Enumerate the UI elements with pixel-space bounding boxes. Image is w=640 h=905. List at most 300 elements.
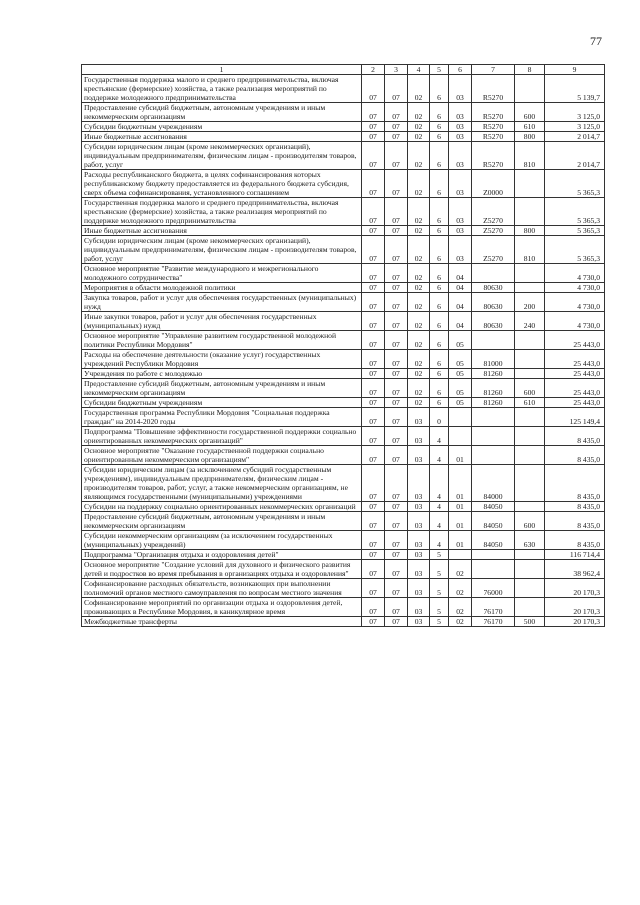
row-name: Мероприятия в области молодежной политики <box>82 283 362 293</box>
code-cell: Z0000 <box>472 170 515 198</box>
row-name: Субсидии юридическим лицам (кроме некоммерческих организаций), индивидуальным предпринимателям, физическим лицам - производителям товаров, работ, услуг <box>82 236 362 264</box>
code-cell: 200 <box>515 293 545 312</box>
code-cell: 6 <box>430 283 449 293</box>
code-cell: 07 <box>362 283 385 293</box>
amount-cell: 38 962,4 <box>545 560 605 579</box>
code-cell: Z5270 <box>472 226 515 236</box>
code-cell: 07 <box>385 198 408 226</box>
row-name: Субсидии юридическим лицам (за исключением субсидий государственным учреждениям), индивидуальным предпринимателям, физическим лицам - производителям товаров, работ, услуг, а также некоммерческим организациям, не являющимся государственными (муниципальными) учреждениями <box>82 465 362 502</box>
code-cell: 03 <box>408 465 430 502</box>
code-cell <box>515 560 545 579</box>
header-row <box>82 65 605 75</box>
column-header: 9 <box>545 65 605 75</box>
row-name: Иные бюджетные ассигнования <box>82 132 362 142</box>
amount-cell: 8 435,0 <box>545 531 605 550</box>
amount-cell: 4 730,0 <box>545 264 605 283</box>
row-name: Софинансирование расходных обязательств, возникающих при выполнении полномочий органов местного самоуправления по вопросам местного значения <box>82 579 362 598</box>
table-row <box>82 75 605 103</box>
code-cell: 03 <box>449 103 472 122</box>
code-cell: 03 <box>449 170 472 198</box>
table-row <box>82 312 605 331</box>
code-cell: 02 <box>408 236 430 264</box>
code-cell: 03 <box>408 598 430 617</box>
code-cell <box>515 350 545 369</box>
code-cell: 04 <box>449 293 472 312</box>
code-cell: 07 <box>385 350 408 369</box>
table-row <box>82 502 605 512</box>
row-name: Расходы на обеспечение деятельности (оказание услуг) государственных учреждений Республики Мордовия <box>82 350 362 369</box>
code-cell: 02 <box>408 132 430 142</box>
code-cell: 07 <box>362 264 385 283</box>
code-cell <box>515 369 545 379</box>
code-cell: 80630 <box>472 293 515 312</box>
code-cell: 6 <box>430 312 449 331</box>
code-cell: 07 <box>362 350 385 369</box>
code-cell: 6 <box>430 379 449 398</box>
code-cell: 81000 <box>472 350 515 369</box>
code-cell: 07 <box>362 236 385 264</box>
code-cell: 02 <box>408 350 430 369</box>
code-cell: 07 <box>385 293 408 312</box>
code-cell: 07 <box>362 170 385 198</box>
code-cell: 6 <box>430 103 449 122</box>
code-cell: 800 <box>515 132 545 142</box>
code-cell: 02 <box>408 103 430 122</box>
code-cell: 02 <box>408 264 430 283</box>
code-cell <box>472 331 515 350</box>
table-row <box>82 560 605 579</box>
amount-cell: 8 435,0 <box>545 446 605 465</box>
code-cell: 07 <box>385 408 408 427</box>
amount-cell: 125 149,4 <box>545 408 605 427</box>
table-row <box>82 226 605 236</box>
row-name: Государственная поддержка малого и среднего предпринимательства, включая крестьянские (фермерские) хозяйства, а также реализация мероприятий по поддержке молодежного предпринимательства <box>82 198 362 226</box>
table-row <box>82 103 605 122</box>
amount-cell: 20 170,3 <box>545 617 605 627</box>
code-cell: 02 <box>408 283 430 293</box>
row-name: Межбюджетные трансферты <box>82 617 362 627</box>
amount-cell: 5 365,3 <box>545 236 605 264</box>
code-cell: 07 <box>385 502 408 512</box>
column-header: 2 <box>362 65 385 75</box>
column-header: 3 <box>385 65 408 75</box>
row-name: Иные бюджетные ассигнования <box>82 226 362 236</box>
code-cell: 810 <box>515 236 545 264</box>
code-cell: 76000 <box>472 579 515 598</box>
code-cell: 07 <box>385 283 408 293</box>
code-cell: R5270 <box>472 103 515 122</box>
code-cell: 02 <box>408 331 430 350</box>
amount-cell: 8 435,0 <box>545 512 605 531</box>
code-cell: 07 <box>362 122 385 132</box>
table-row <box>82 579 605 598</box>
code-cell: 02 <box>408 170 430 198</box>
code-cell: 03 <box>449 226 472 236</box>
code-cell: 600 <box>515 379 545 398</box>
code-cell: 03 <box>408 502 430 512</box>
code-cell: 01 <box>449 531 472 550</box>
code-cell: 07 <box>385 598 408 617</box>
column-header: 8 <box>515 65 545 75</box>
code-cell: 6 <box>430 170 449 198</box>
code-cell <box>472 408 515 427</box>
amount-cell: 20 170,3 <box>545 598 605 617</box>
code-cell: 500 <box>515 617 545 627</box>
code-cell: 03 <box>408 550 430 560</box>
code-cell: 02 <box>408 198 430 226</box>
code-cell: 800 <box>515 226 545 236</box>
code-cell: 81260 <box>472 379 515 398</box>
row-name: Основное мероприятие "Развитие международного и межрегионального молодежного сотрудничества" <box>82 264 362 283</box>
amount-cell: 25 443,0 <box>545 369 605 379</box>
amount-cell: 8 435,0 <box>545 427 605 446</box>
code-cell: 03 <box>408 617 430 627</box>
code-cell: 01 <box>449 512 472 531</box>
code-cell: 01 <box>449 502 472 512</box>
code-cell: 03 <box>408 427 430 446</box>
row-name: Основное мероприятие "Управление развитием государственной молодежной политики Республики Мордовия" <box>82 331 362 350</box>
row-name: Учреждения по работе с молодежью <box>82 369 362 379</box>
code-cell: 4 <box>430 531 449 550</box>
code-cell: 5 <box>430 579 449 598</box>
amount-cell: 2 014,7 <box>545 132 605 142</box>
table-row <box>82 465 605 502</box>
code-cell: 6 <box>430 264 449 283</box>
code-cell: 6 <box>430 75 449 103</box>
code-cell <box>472 446 515 465</box>
code-cell: 07 <box>385 398 408 408</box>
code-cell: 07 <box>385 226 408 236</box>
amount-cell: 25 443,0 <box>545 379 605 398</box>
code-cell: 07 <box>362 446 385 465</box>
row-name: Предоставление субсидий бюджетным, автономным учреждениям и иным некоммерческим организациям <box>82 379 362 398</box>
code-cell: 03 <box>449 142 472 170</box>
code-cell: 07 <box>362 331 385 350</box>
code-cell: 05 <box>449 331 472 350</box>
code-cell: 84050 <box>472 512 515 531</box>
code-cell: 07 <box>385 331 408 350</box>
code-cell <box>515 408 545 427</box>
code-cell: 07 <box>362 560 385 579</box>
code-cell: 07 <box>385 75 408 103</box>
amount-cell: 4 730,0 <box>545 312 605 331</box>
code-cell: 240 <box>515 312 545 331</box>
amount-cell: 25 443,0 <box>545 350 605 369</box>
code-cell: 6 <box>430 236 449 264</box>
code-cell: 6 <box>430 398 449 408</box>
code-cell: 4 <box>430 446 449 465</box>
code-cell: 80630 <box>472 312 515 331</box>
table-row <box>82 132 605 142</box>
table-row <box>82 408 605 427</box>
amount-cell: 20 170,3 <box>545 579 605 598</box>
code-cell: 84050 <box>472 502 515 512</box>
code-cell: 03 <box>449 75 472 103</box>
code-cell <box>449 427 472 446</box>
code-cell: 05 <box>449 398 472 408</box>
code-cell: 6 <box>430 331 449 350</box>
code-cell: 07 <box>362 142 385 170</box>
code-cell: 630 <box>515 531 545 550</box>
code-cell: 03 <box>449 236 472 264</box>
code-cell: 07 <box>385 264 408 283</box>
code-cell: 6 <box>430 369 449 379</box>
code-cell: 07 <box>362 398 385 408</box>
code-cell: 07 <box>385 550 408 560</box>
code-cell: 03 <box>408 446 430 465</box>
code-cell: 02 <box>408 122 430 132</box>
row-name: Закупка товаров, работ и услуг для обеспечения государственных (муниципальных) нужд <box>82 293 362 312</box>
code-cell: 03 <box>408 579 430 598</box>
code-cell <box>449 550 472 560</box>
code-cell: 610 <box>515 398 545 408</box>
code-cell: 07 <box>385 560 408 579</box>
amount-cell: 4 730,0 <box>545 283 605 293</box>
code-cell: 03 <box>408 531 430 550</box>
row-name: Предоставление субсидий бюджетным, автономным учреждениям и иным некоммерческим организациям <box>82 103 362 122</box>
column-header: 5 <box>430 65 449 75</box>
code-cell: 07 <box>385 142 408 170</box>
row-name: Софинансирование мероприятий по организации отдыха и оздоровления детей, проживающих в Республике Мордовия, в каникулярное время <box>82 598 362 617</box>
code-cell: 07 <box>385 531 408 550</box>
code-cell: 02 <box>408 226 430 236</box>
code-cell: 07 <box>385 122 408 132</box>
code-cell: 84050 <box>472 531 515 550</box>
code-cell: 05 <box>449 379 472 398</box>
code-cell: 07 <box>385 369 408 379</box>
code-cell <box>515 427 545 446</box>
code-cell: 05 <box>449 350 472 369</box>
code-cell: 07 <box>385 446 408 465</box>
table-row <box>82 142 605 170</box>
code-cell: 07 <box>362 617 385 627</box>
code-cell: 02 <box>449 598 472 617</box>
table-row <box>82 198 605 226</box>
code-cell: 02 <box>449 560 472 579</box>
code-cell: 02 <box>449 617 472 627</box>
table-row <box>82 283 605 293</box>
amount-cell: 5 365,3 <box>545 198 605 226</box>
code-cell: 0 <box>430 408 449 427</box>
code-cell <box>515 331 545 350</box>
code-cell: 6 <box>430 198 449 226</box>
table-row <box>82 170 605 198</box>
code-cell <box>515 264 545 283</box>
code-cell: 02 <box>408 312 430 331</box>
row-name: Основное мероприятие "Создание условий для духовного и физического развития детей и подростков во время пребывания в организациях отдыха и оздоровления" <box>82 560 362 579</box>
table-row <box>82 427 605 446</box>
code-cell: 05 <box>449 369 472 379</box>
code-cell: 03 <box>408 512 430 531</box>
row-name: Государственная поддержка малого и среднего предпринимательства, включая крестьянские (фермерские) хозяйства, а также реализация мероприятий по поддержке молодежного предпринимательства <box>82 75 362 103</box>
code-cell: 07 <box>362 103 385 122</box>
code-cell: 6 <box>430 132 449 142</box>
code-cell <box>472 560 515 579</box>
code-cell <box>515 283 545 293</box>
code-cell: 07 <box>362 550 385 560</box>
code-cell: 07 <box>385 379 408 398</box>
code-cell <box>515 170 545 198</box>
code-cell: 07 <box>362 369 385 379</box>
code-cell: 03 <box>449 198 472 226</box>
code-cell <box>515 550 545 560</box>
row-name: Подпрограмма "Организация отдыха и оздоровления детей" <box>82 550 362 560</box>
code-cell: R5270 <box>472 132 515 142</box>
code-cell: R5270 <box>472 122 515 132</box>
code-cell: 07 <box>362 598 385 617</box>
code-cell: 02 <box>408 398 430 408</box>
code-cell: 04 <box>449 264 472 283</box>
code-cell: 07 <box>362 465 385 502</box>
code-cell: 80630 <box>472 283 515 293</box>
budget-table <box>81 64 605 627</box>
table-row <box>82 550 605 560</box>
amount-cell: 8 435,0 <box>545 502 605 512</box>
row-name: Предоставление субсидий бюджетным, автономным учреждениям и иным некоммерческим организациям <box>82 512 362 531</box>
code-cell: 810 <box>515 142 545 170</box>
code-cell: 03 <box>408 408 430 427</box>
table-row <box>82 446 605 465</box>
code-cell: 07 <box>385 617 408 627</box>
code-cell: 07 <box>362 198 385 226</box>
code-cell: 5 <box>430 550 449 560</box>
code-cell: 4 <box>430 512 449 531</box>
code-cell: 81260 <box>472 369 515 379</box>
code-cell: 07 <box>362 132 385 142</box>
code-cell <box>472 264 515 283</box>
amount-cell: 5 139,7 <box>545 75 605 103</box>
code-cell <box>515 446 545 465</box>
row-name: Расходы республиканского бюджета, в целях софинансирования которых республиканскому бюджету предоставляется из федерального бюджета субсидия, сверх объема софинансирования, установленного соглашением <box>82 170 362 198</box>
column-header: 1 <box>82 65 362 75</box>
code-cell: 84000 <box>472 465 515 502</box>
code-cell: 76170 <box>472 617 515 627</box>
code-cell: 07 <box>362 512 385 531</box>
amount-cell: 25 443,0 <box>545 331 605 350</box>
table-body <box>82 75 605 627</box>
code-cell: 07 <box>385 103 408 122</box>
code-cell: 07 <box>385 465 408 502</box>
code-cell: 4 <box>430 502 449 512</box>
code-cell: 01 <box>449 465 472 502</box>
column-header: 6 <box>449 65 472 75</box>
code-cell: 07 <box>362 226 385 236</box>
amount-cell: 5 365,3 <box>545 226 605 236</box>
table-row <box>82 379 605 398</box>
code-cell: 76170 <box>472 598 515 617</box>
code-cell: 07 <box>385 512 408 531</box>
table-row <box>82 331 605 350</box>
code-cell: 07 <box>362 502 385 512</box>
code-cell: Z5270 <box>472 236 515 264</box>
table-row <box>82 236 605 264</box>
table-row <box>82 617 605 627</box>
code-cell: 02 <box>408 379 430 398</box>
code-cell <box>515 465 545 502</box>
amount-cell: 3 125,0 <box>545 122 605 132</box>
row-name: Подпрограмма "Повышение эффективности государственной поддержки социально ориентированных некоммерческих организаций" <box>82 427 362 446</box>
code-cell: 02 <box>449 579 472 598</box>
code-cell <box>472 550 515 560</box>
table-row <box>82 122 605 132</box>
amount-cell: 4 730,0 <box>545 293 605 312</box>
code-cell <box>515 75 545 103</box>
amount-cell: 116 714,4 <box>545 550 605 560</box>
column-header: 4 <box>408 65 430 75</box>
amount-cell: 5 365,3 <box>545 170 605 198</box>
code-cell: 02 <box>408 75 430 103</box>
code-cell: 07 <box>362 379 385 398</box>
column-header: 7 <box>472 65 515 75</box>
code-cell: 07 <box>385 579 408 598</box>
code-cell: 07 <box>385 132 408 142</box>
table-row <box>82 512 605 531</box>
row-name: Государственная программа Республики Мордовия "Социальная поддержка граждан" на 2014-2020 годы <box>82 408 362 427</box>
code-cell: 4 <box>430 465 449 502</box>
code-cell: 6 <box>430 226 449 236</box>
code-cell: 07 <box>362 579 385 598</box>
code-cell: 07 <box>362 293 385 312</box>
code-cell <box>472 427 515 446</box>
code-cell: R5270 <box>472 75 515 103</box>
table-row <box>82 598 605 617</box>
code-cell <box>449 408 472 427</box>
code-cell: Z5270 <box>472 198 515 226</box>
code-cell: 600 <box>515 103 545 122</box>
code-cell: 02 <box>408 369 430 379</box>
row-name: Субсидии бюджетным учреждениям <box>82 122 362 132</box>
code-cell: 02 <box>408 293 430 312</box>
code-cell: 07 <box>362 531 385 550</box>
row-name: Основное мероприятие "Оказание государственной поддержки социально ориентированным некоммерческим организациям" <box>82 446 362 465</box>
code-cell: 07 <box>385 312 408 331</box>
row-name: Субсидии бюджетным учреждениям <box>82 398 362 408</box>
amount-cell: 25 443,0 <box>545 398 605 408</box>
amount-cell: 2 014,7 <box>545 142 605 170</box>
code-cell: 610 <box>515 122 545 132</box>
amount-cell: 8 435,0 <box>545 465 605 502</box>
code-cell: 6 <box>430 122 449 132</box>
code-cell <box>515 579 545 598</box>
code-cell: 04 <box>449 283 472 293</box>
code-cell: 03 <box>449 132 472 142</box>
code-cell: 4 <box>430 427 449 446</box>
code-cell <box>515 598 545 617</box>
table-row <box>82 293 605 312</box>
table-row <box>82 264 605 283</box>
table-row <box>82 369 605 379</box>
code-cell: 07 <box>385 170 408 198</box>
code-cell: 07 <box>385 236 408 264</box>
code-cell: 03 <box>408 560 430 579</box>
code-cell: 02 <box>408 142 430 170</box>
code-cell: 5 <box>430 560 449 579</box>
code-cell: 07 <box>362 312 385 331</box>
code-cell: 07 <box>362 408 385 427</box>
row-name: Субсидии на поддержку социально ориентированных некоммерческих организаций <box>82 502 362 512</box>
code-cell: 6 <box>430 142 449 170</box>
code-cell: 81260 <box>472 398 515 408</box>
code-cell <box>515 502 545 512</box>
code-cell: 01 <box>449 446 472 465</box>
row-name: Иные закупки товаров, работ и услуг для обеспечения государственных (муниципальных) нужд <box>82 312 362 331</box>
code-cell: 03 <box>449 122 472 132</box>
code-cell: 6 <box>430 350 449 369</box>
code-cell: 07 <box>362 75 385 103</box>
table-row <box>82 398 605 408</box>
amount-cell: 3 125,0 <box>545 103 605 122</box>
code-cell: 5 <box>430 598 449 617</box>
